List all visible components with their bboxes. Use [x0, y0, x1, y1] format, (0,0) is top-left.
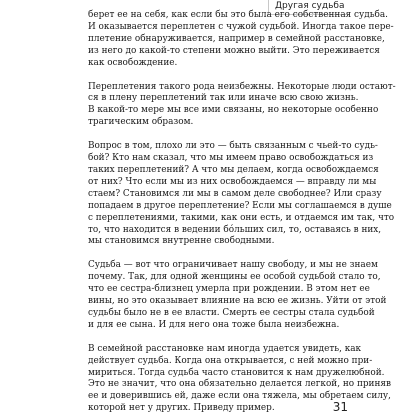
text-line: вины, но это оказывает влияние на всю ее жизнь. Уйти от этой [88, 296, 387, 307]
text-line: почему. Так, для одной женщины ее особой судьбой стало то, [88, 272, 381, 283]
text-line: мириться. Тогда судьба часто становится к нам дружелюбной. [88, 367, 385, 378]
text-line: то, что находится в ведении бóльших сил, то, оставаясь в них, [88, 224, 382, 235]
text-line: таких переплетений? А что мы делаем, когда освобождаемся [88, 164, 379, 175]
text-line: Судьба — вот что ограничивает нашу свободу, и мы не знаем [88, 260, 378, 271]
text-line: ся в плену переплетений так или иначе всю свою жизнь. [88, 93, 359, 104]
text-line: которой нет у других. Приведу пример. [88, 403, 275, 414]
text-line: бой? Кто нам сказал, что мы имеем право освобождаться из [88, 153, 374, 164]
paragraph-2 [88, 81, 396, 130]
paragraph-5 [88, 343, 391, 415]
paragraph-4 [88, 260, 387, 331]
text-line: И оказывается переплетен с чужой судьбой. Иногда такое пере- [88, 21, 394, 32]
text-line: ее и доверившись ей, даже если она тяжела, мы обретаем силу, [88, 391, 391, 402]
text-line: и для ее сына. И для него она тоже была неизбежна. [88, 319, 340, 330]
text-line: берет ее на себя, как если бы это была его собственная судьба. [88, 10, 388, 20]
paragraph-3 [88, 141, 395, 248]
text-line: В семейной расстановке нам иногда удается увидеть, как [88, 343, 362, 354]
text-line: от них? Что если мы из них освобождаемся — вправду ли мы [88, 176, 377, 187]
text-line: трагическим образом. [88, 117, 194, 128]
text-line: Переплетения такого рода неизбежны. Некоторые люди остают- [88, 81, 396, 92]
page-number: 31 [332, 400, 348, 414]
text-line: из него до какой-то степени можно выйти. Это переживается [88, 45, 380, 56]
text-line: Это не значит, что она обязательно делается легкой, но приняв [88, 379, 391, 390]
paragraph-1 [88, 10, 394, 70]
text-line: как освобождение. [88, 57, 178, 68]
page-body [88, 10, 396, 415]
text-line: что ее сестра-близнец умерла при рождении. В этом нет ее [88, 284, 370, 295]
text-line: с переплетениями, такими, как они есть, и отдаемся им так, что [88, 212, 395, 223]
text-line: попадаем в другое переплетение? Если мы соглашаемся в душе [88, 200, 392, 211]
text-line: В какой-то мере мы все ими связаны, но некоторые особенно [88, 105, 379, 116]
text-line: стаем? Становимся ли мы в самом деле свободнее? Или сразу [88, 188, 382, 199]
text-line: действует судьба. Когда она открывается, с ней можно при- [88, 355, 373, 366]
text-line: судьбы было не в ее власти. Смерть ее сестры стала судьбой [88, 307, 375, 318]
running-header-title: Другая судьба [275, 1, 345, 11]
text-line: плетение обнаруживается, например в семейной расстановке, [88, 33, 385, 44]
text-line: Вопрос в том, плохо ли это — быть связанным с чьей-то судь- [88, 141, 378, 152]
text-line: мы становимся внутренне свободными. [88, 236, 275, 247]
